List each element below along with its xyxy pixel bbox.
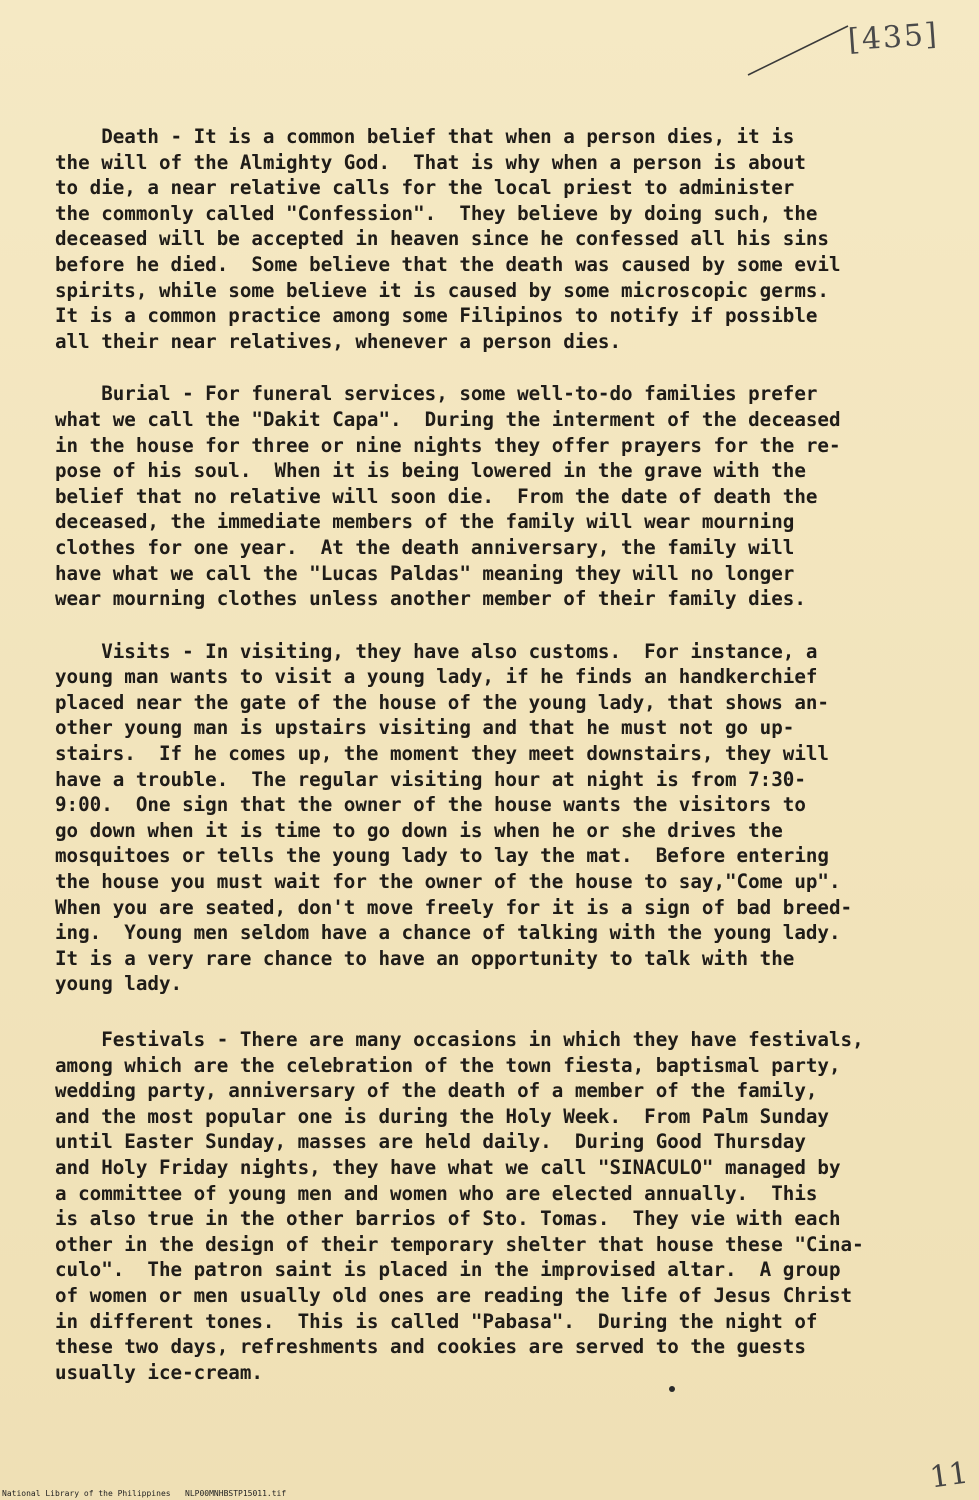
text-line: what we call the "Dakit Capa". During the interment of the deceased — [55, 407, 841, 431]
text-line: these two days, refreshments and cookies are served to the guests — [55, 1335, 806, 1359]
text-line: and the most popular one is during the Holy Week. From Palm Sunday — [55, 1104, 829, 1128]
pencil-slash-mark — [740, 20, 860, 80]
text-line: clothes for one year. At the death anniversary, the family will — [55, 535, 795, 559]
text-line: other in the design of their temporary shelter that house these "Cina- — [55, 1232, 864, 1256]
handwritten-page-number: [435] — [846, 16, 940, 59]
text-line: ing. Young men seldom have a chance of talking with the young lady. — [55, 921, 841, 945]
text-line: the commonly called "Confession". They believe by doing such, the — [55, 201, 818, 225]
footer-file-id: NLP00MNHBSTP15011.tif — [185, 1489, 287, 1498]
text-line: Burial - For funeral services, some well-to-do families prefer — [55, 382, 818, 406]
text-line: Death - It is a common belief that when a person dies, it is — [55, 125, 795, 148]
text-line: It is a common practice among some Filipinos to notify if possible — [55, 304, 818, 328]
text-line: belief that no relative will soon die. From the date of death the — [55, 484, 818, 508]
text-line: among which are the celebration of the town fiesta, baptismal party, — [55, 1053, 841, 1077]
paragraph-death — [55, 124, 935, 354]
text-line: deceased, the immediate members of the family will wear mourning — [55, 510, 795, 534]
text-line: a committee of young men and women who are elected annually. This — [55, 1181, 818, 1205]
text-line: placed near the gate of the house of the young lady, that shows an- — [55, 690, 829, 714]
text-line: usually ice-cream. — [55, 1360, 263, 1384]
text-line: other young man is upstairs visiting and that he must not go up- — [55, 716, 795, 740]
text-line: have what we call the "Lucas Paldas" meaning they will no longer — [55, 561, 795, 585]
handwritten-page-mark: 11 — [927, 1455, 971, 1496]
text-line: wear mourning clothes unless another member of their family dies. — [55, 587, 806, 611]
text-line: go down when it is time to go down is when he or she drives the — [55, 818, 783, 842]
text-line: stairs. If he comes up, the moment they meet downstairs, they will — [55, 742, 829, 766]
text-line: the will of the Almighty God. That is why when a person is about — [55, 150, 806, 174]
text-line: of women or men usually old ones are reading the life of Jesus Christ — [55, 1283, 853, 1307]
text-line: 9:00. One sign that the owner of the house wants the visitors to — [55, 793, 806, 817]
text-line: Visits - In visiting, they have also customs. For instance, a — [55, 639, 818, 663]
text-line: the house you must wait for the owner of the house to say,"Come up". — [55, 870, 841, 894]
text-line: and Holy Friday nights, they have what we call "SINACULO" managed by — [55, 1155, 841, 1179]
text-line: young lady. — [55, 972, 183, 996]
text-line: is also true in the other barrios of Sto. Tomas. They vie with each — [55, 1207, 841, 1231]
text-line: have a trouble. The regular visiting hour at night is from 7:30- — [55, 767, 806, 791]
text-line: to die, a near relative calls for the local priest to administer — [55, 176, 795, 200]
paragraph-visits — [55, 639, 935, 997]
text-line: wedding party, anniversary of the death of a member of the family, — [55, 1079, 818, 1103]
text-line: spirits, while some believe it is caused by some microscopic germs. — [55, 278, 829, 302]
text-line: mosquitoes or tells the young lady to lay the mat. Before entering — [55, 844, 829, 868]
text-line: pose of his soul. When it is being lowered in the grave with the — [55, 459, 806, 483]
text-line: until Easter Sunday, masses are held daily. During Good Thursday — [55, 1130, 806, 1154]
text-line: young man wants to visit a young lady, if he finds an handkerchief — [55, 665, 818, 689]
text-line: in the house for three or nine nights they offer prayers for the re- — [55, 433, 841, 457]
text-line: all their near relatives, whenever a person dies. — [55, 329, 622, 353]
archive-footer — [2, 1489, 286, 1498]
text-line: Festivals - There are many occasions in which they have festivals, — [55, 1028, 864, 1051]
paragraph-festivals — [55, 1027, 935, 1385]
text-line: It is a very rare chance to have an opportunity to talk with the — [55, 946, 795, 970]
paragraph-burial — [55, 381, 935, 611]
text-line: before he died. Some believe that the death was caused by some evil — [55, 252, 841, 276]
footer-institution: National Library of the Philippines — [2, 1489, 171, 1498]
text-line: When you are seated, don't move freely for it is a sign of bad breed- — [55, 895, 853, 919]
text-line: deceased will be accepted in heaven since he confessed all his sins — [55, 227, 829, 251]
ink-dot — [669, 1386, 675, 1392]
text-line: culo". The patron saint is placed in the improvised altar. A group — [55, 1258, 841, 1282]
document-body — [55, 124, 935, 1412]
text-line: in different tones. This is called "Pabasa". During the night of — [55, 1309, 818, 1333]
